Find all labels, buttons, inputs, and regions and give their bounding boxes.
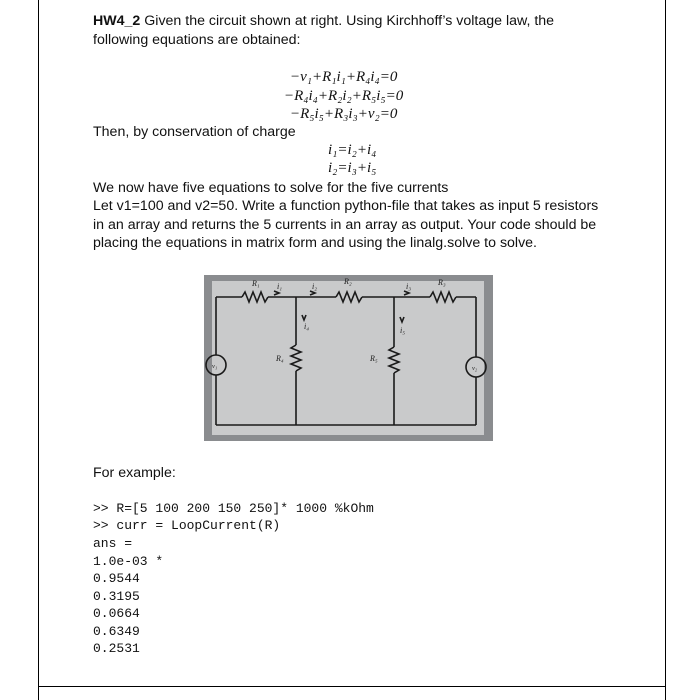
task-line2: Let v1=100 and v2=50. Write a function python-file that takes as input 5 resistors (93, 198, 599, 214)
label-i1: i₁ (277, 282, 283, 291)
label-i4: i₄ (304, 322, 310, 331)
page-border-left (38, 0, 39, 700)
task-line3: in an array and returns the 5 currents in an array as output. Your code should be (93, 217, 597, 233)
label-i5: i₅ (400, 326, 406, 335)
charge-equation-1: i₁=i₂+i₄ (328, 142, 377, 158)
circuit-diagram (204, 275, 493, 441)
example-label: For example: (93, 465, 176, 481)
label-i2: i₂ (312, 282, 318, 291)
code-command-1: >> R=[5 100 200 150 250]* 1000 %kOhm (93, 501, 374, 516)
problem-title: HW4_2 (93, 13, 141, 29)
kvl-equation-1: −v₁+R₁i₁+R₄i₄=0 (290, 69, 398, 85)
page-border-bottom (38, 686, 666, 687)
label-r2: R₂ (344, 277, 352, 286)
charge-intro: Then, by conservation of charge (93, 124, 296, 140)
page-border-right (665, 0, 666, 700)
task-line1: We now have five equations to solve for the five currents (93, 180, 449, 196)
circuit-figure (204, 275, 493, 441)
label-r1: R₁ (252, 279, 260, 288)
code-command-2: >> curr = LoopCurrent(R) (93, 518, 281, 533)
code-result-value: 0.2531 (93, 641, 140, 656)
label-r4: R₄ (276, 354, 284, 363)
kvl-equation-2: −R₄i₄+R₂i₂+R₅i₅=0 (284, 88, 404, 104)
problem-intro-line1: HW4_2 Given the circuit shown at right. Using Kirchhoff’s voltage law, the (93, 13, 555, 29)
code-result-value: 0.3195 (93, 589, 140, 604)
label-i3: i₃ (406, 282, 412, 291)
label-r5: R₅ (370, 354, 378, 363)
task-line4: placing the equations in matrix form and using the linalg.solve to solve. (93, 235, 538, 251)
problem-intro-line2: following equations are obtained: (93, 32, 301, 48)
code-scale-factor: 1.0e-03 * (93, 554, 164, 569)
code-ans-label: ans = (93, 536, 133, 551)
kvl-equation-3: −R₅i₅+R₃i₃+v₂=0 (290, 106, 398, 122)
code-result-value: 0.9544 (93, 571, 140, 586)
code-result-value: 0.0664 (93, 606, 140, 621)
code-result-value: 0.6349 (93, 624, 140, 639)
charge-equation-2: i₂=i₃+i₅ (328, 160, 377, 176)
label-v1: v₁ (212, 363, 218, 370)
label-r3: R₃ (438, 278, 446, 287)
label-v2: v₂ (472, 365, 478, 372)
